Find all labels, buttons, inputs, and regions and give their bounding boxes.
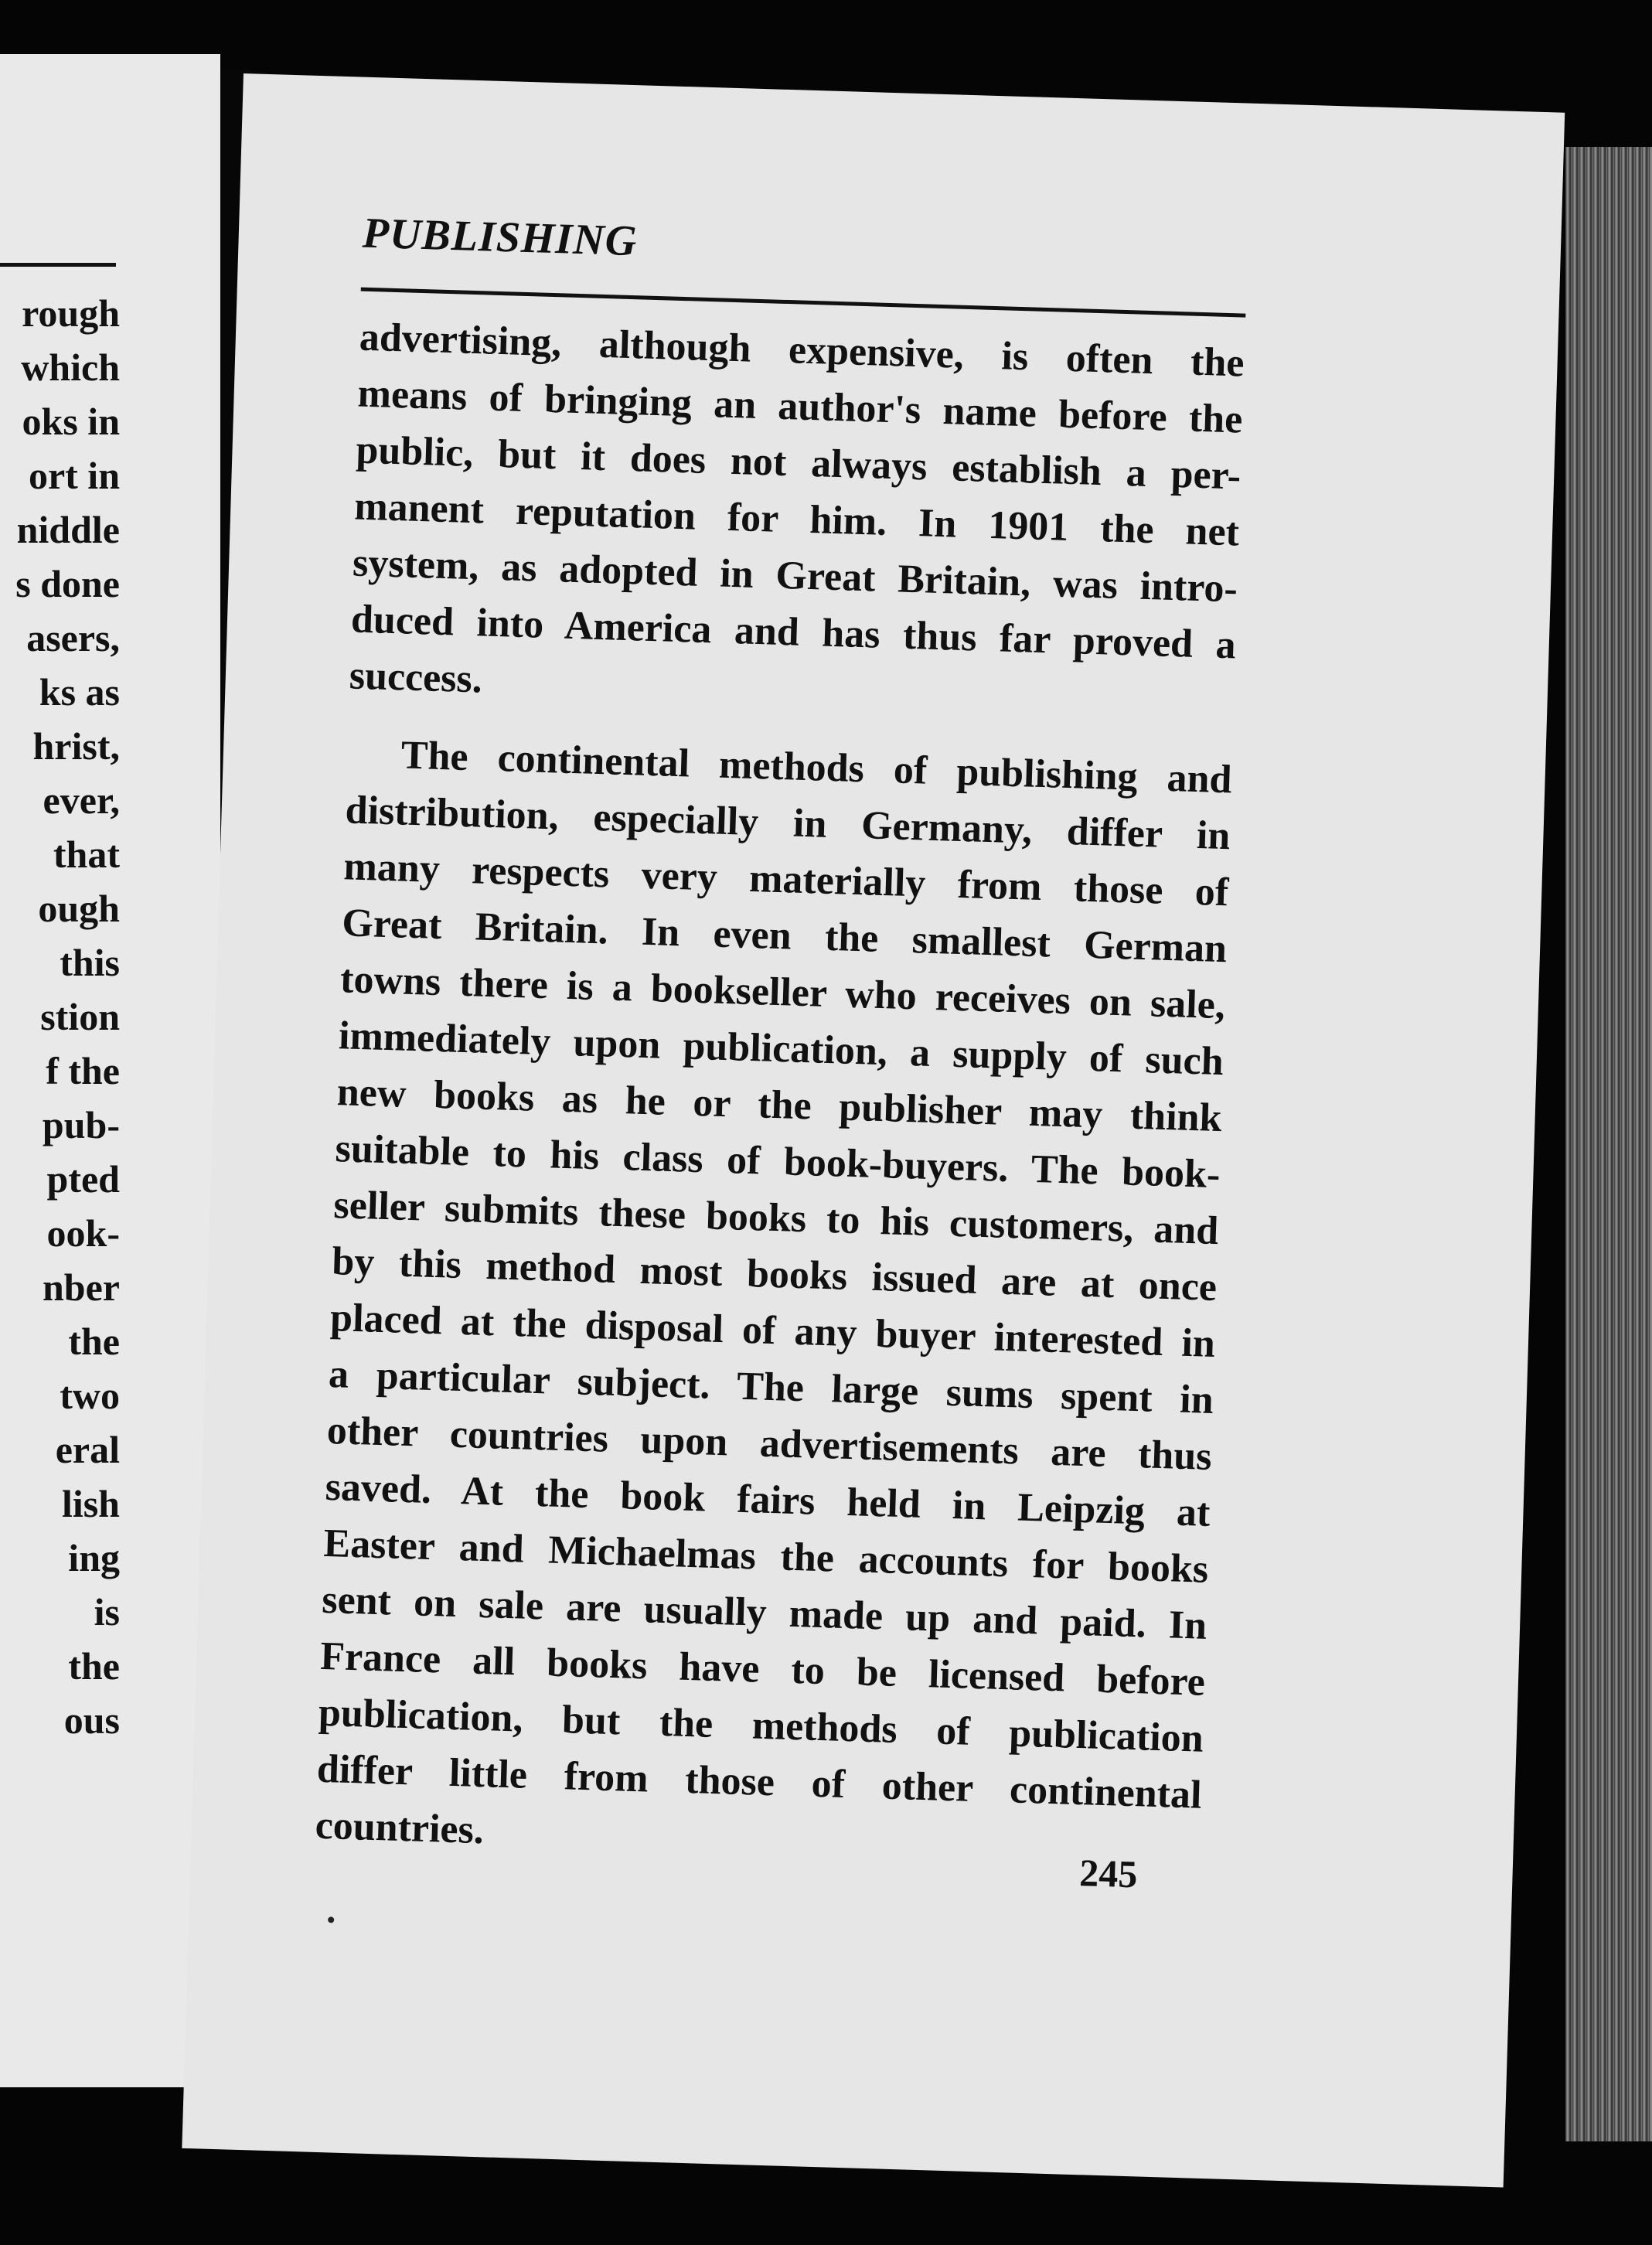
- paragraph-indent: [346, 766, 400, 768]
- running-head: PUBLISHING: [362, 209, 639, 266]
- text-line: distribution, especially in Germany, differ in: [344, 788, 1231, 859]
- previous-page-text: [0, 286, 120, 1747]
- previous-page-line: two: [60, 1374, 120, 1417]
- text-line: publication, but the methods of publication: [318, 1690, 1204, 1761]
- text-line: Great Britain. In even the smallest German: [341, 901, 1228, 972]
- text-line: immediately upon publication, a supply of such: [338, 1013, 1225, 1085]
- text-line: success.: [349, 653, 483, 702]
- text-line: differ little from those of other continental: [316, 1746, 1203, 1817]
- previous-page-line: s done: [15, 562, 120, 605]
- ink-speck: [328, 1916, 334, 1923]
- previous-page-line: ever,: [43, 778, 120, 822]
- previous-page-line: hrist,: [32, 724, 120, 768]
- text-line: manent reputation for him. In 1901 the net: [353, 484, 1240, 555]
- previous-page-head-rule: [0, 263, 116, 267]
- previous-page-line: asers,: [26, 616, 120, 659]
- text-line: other countries upon advertisements are thus: [326, 1408, 1213, 1479]
- previous-page-line: stion: [40, 995, 120, 1038]
- previous-page-line: lish: [61, 1482, 120, 1525]
- previous-page-line: oks in: [22, 400, 120, 443]
- previous-page-fragment: [0, 54, 220, 2087]
- text-line: by this method most books issued are at once: [331, 1239, 1218, 1310]
- previous-page-line: nber: [43, 1266, 120, 1309]
- text-line: advertising, although expensive, is often the: [359, 315, 1245, 386]
- text-line: France all books have to be licensed before: [319, 1634, 1206, 1705]
- text-line: countries.: [314, 1803, 485, 1853]
- text-line: public, but it does not always establish a per-: [355, 428, 1242, 499]
- text-line: saved. At the book fairs held in Leipzig at: [324, 1464, 1211, 1535]
- text-line: system, as adopted in Great Britain, was intro-: [352, 540, 1238, 611]
- text-line: Easter and Michaelmas the accounts for books: [322, 1521, 1209, 1592]
- previous-page-line: that: [53, 833, 120, 876]
- previous-page-line: the: [68, 1320, 120, 1363]
- page-number: 245: [1078, 1851, 1139, 1896]
- text-line: placed at the disposal of any buyer interested in: [329, 1296, 1216, 1366]
- previous-page-line: ough: [38, 887, 120, 930]
- previous-page-line: ous: [63, 1698, 120, 1742]
- previous-page-line: ort in: [28, 454, 120, 497]
- previous-page-line: pted: [46, 1157, 120, 1201]
- paragraph: [315, 725, 1233, 1879]
- text-line: towns there is a bookseller who receives on sale,: [339, 957, 1226, 1028]
- previous-page-line: ing: [68, 1536, 120, 1579]
- previous-page-line: f the: [46, 1049, 120, 1092]
- paragraph: [349, 309, 1245, 731]
- previous-page-line: is: [94, 1590, 120, 1634]
- text-line-content: The continental methods of publishing and: [400, 733, 1233, 802]
- page-body-text: [315, 309, 1245, 1880]
- text-line: a particular subject. The large sums spent in: [328, 1352, 1214, 1422]
- text-line: many respects very materially from those of: [342, 844, 1229, 915]
- previous-page-line: ks as: [39, 670, 120, 714]
- previous-page-line: this: [60, 941, 120, 984]
- page-245: [182, 73, 1565, 2188]
- text-line: seller submits these books to his customers, and: [332, 1183, 1219, 1254]
- text-line: duced into America and has thus far proved a: [350, 597, 1237, 668]
- text-line: sent on sale are usually made up and paid. In: [321, 1577, 1207, 1648]
- previous-page-line: pub-: [42, 1103, 120, 1146]
- text-line: suitable to his class of book-buyers. The book-: [334, 1126, 1221, 1197]
- text-line: new books as he or the publisher may think: [336, 1070, 1223, 1141]
- previous-page-line: the: [68, 1644, 120, 1688]
- previous-page-line: niddle: [16, 508, 120, 551]
- book-page-edges: [1565, 147, 1652, 2141]
- previous-page-line: rough: [22, 291, 120, 335]
- text-line: means of bringing an author's name before the: [356, 371, 1244, 442]
- previous-page-line: eral: [55, 1428, 120, 1471]
- previous-page-line: ook-: [46, 1211, 120, 1255]
- previous-page-line: which: [21, 346, 120, 389]
